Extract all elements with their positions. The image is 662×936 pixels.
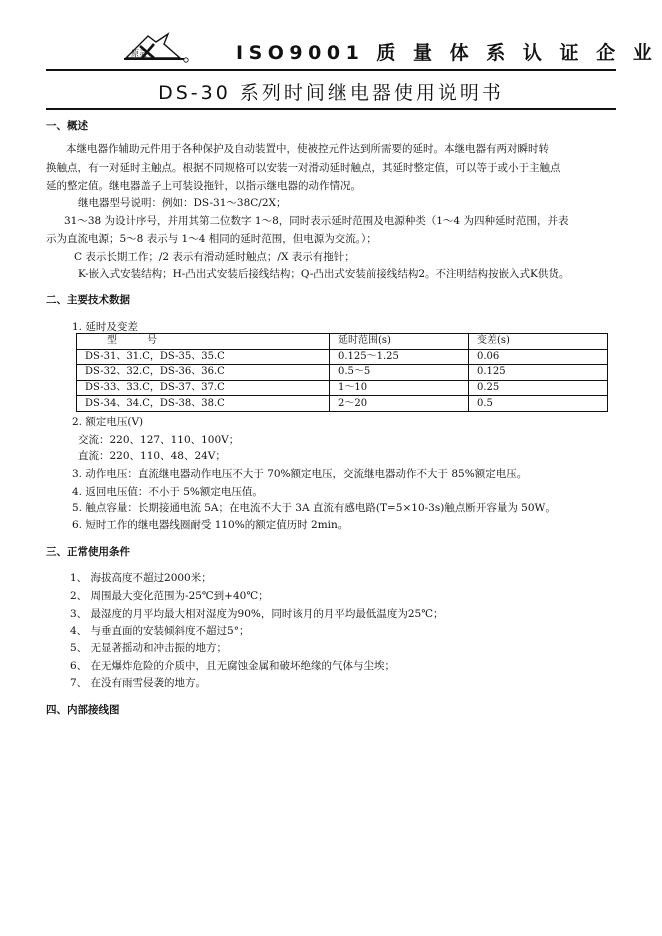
- condition-item: 1、 海拔高度不超过2000米；: [70, 572, 212, 584]
- overview-para1-line1: 本继电器作辅助元件用于各种保护及自动装置中，使被控元件达到所需要的延时。本继电器有两对瞬时转: [66, 143, 549, 155]
- tech-item2: 2. 额定电压(V): [72, 416, 144, 428]
- table-cell-variance: 0.5: [469, 396, 608, 412]
- tech-item1: 1. 延时及变差: [72, 321, 138, 333]
- conditions-heading: 三、正常使用条件: [46, 546, 130, 558]
- company-logo: [118, 32, 190, 66]
- table-cell-variance: 0.25: [469, 380, 608, 396]
- table-row: [77, 380, 608, 396]
- voltage-ac: 交流：220、127、110、100V；: [78, 434, 240, 446]
- table-cell-range: 1～10: [330, 380, 469, 396]
- doc-title: DS-30 系列时间继电器使用说明书: [158, 82, 504, 104]
- table-row: [77, 396, 608, 412]
- overview-para1-line3: 延的整定值。继电器盖子上可装设拖针，以指示继电器的动作情况。: [46, 180, 361, 192]
- tech-item4: 4. 返回电压值：不小于 5%额定电压值。: [72, 486, 263, 498]
- table-cell-range: 0.125～1.25: [330, 349, 469, 365]
- table-row: [77, 365, 608, 381]
- tech-item6: 6. 短时工作的继电器线圈耐受 110%的额定值历时 2min。: [72, 519, 349, 531]
- tech-item3: 3. 动作电压：直流继电器动作电压不大于 70%额定电压，交流继电器动作不大于 85%额定电压。: [72, 468, 528, 480]
- voltage-dc: 直流：220、110、48、24V；: [78, 450, 226, 462]
- wiring-heading: 四、内部接线图: [46, 704, 120, 716]
- header-rule: [46, 69, 616, 71]
- table-cell-model: DS-34、34.C，DS-38、38.C: [77, 396, 330, 412]
- model-line: 继电器型号说明：例如：DS-31～38C/2X；: [78, 197, 287, 209]
- condition-item: 3、 最湿度的月平均最大相对湿度为90%，同时该月的月平均最低温度为25℃；: [70, 608, 444, 620]
- logo-text: 原灵: [131, 49, 147, 58]
- table-row: [77, 349, 608, 365]
- table-header-row: [77, 334, 608, 350]
- table-header-variance: 变差(s): [469, 334, 608, 350]
- table-cell-model: DS-31、31.C，DS-35、35.C: [77, 349, 330, 365]
- tech-heading: 二、主要技术数据: [46, 294, 130, 306]
- table-cell-model: DS-33、33.C，DS-37、37.C: [77, 380, 330, 396]
- header-title: ISO9001 质 量 体 系 认 证 企 业: [236, 42, 658, 64]
- overview-para4: K-嵌入式安装结构；H-凸出式安装后接线结构；Q-凸出式安装前接线结构2。不注明结构按嵌入式K供货。: [78, 268, 570, 280]
- condition-item: 2、 周围最大变化范围为-25℃到+40℃；: [70, 590, 269, 602]
- table-cell-range: 0.5～5: [330, 365, 469, 381]
- table-cell-range: 2～20: [330, 396, 469, 412]
- title-rule: [46, 108, 616, 110]
- table-cell-variance: 0.06: [469, 349, 608, 365]
- table-header-model: 型 号: [77, 334, 330, 350]
- overview-para1-line2: 换触点，有一对延时主触点。根据不同规格可以安装一对滑动延时触点，其延时整定值，可以等于或小于主触点: [46, 162, 561, 174]
- table-cell-variance: 0.125: [469, 365, 608, 381]
- overview-para2-line1: 31～38 为设计序号，并用其第二位数字 1～8，同时表示延时范围及电源种类（1～4 为四种延时范围，并表: [64, 215, 569, 227]
- table-header-range: 延时范围(s): [330, 334, 469, 350]
- table-cell-model: DS-32、32.C，DS-36、36.C: [77, 365, 330, 381]
- delay-spec-table: [76, 333, 608, 412]
- condition-item: 7、 在没有雨雪侵袭的地方。: [70, 677, 207, 689]
- overview-para3: C 表示长期工作；/2 表示有滑动延时触点；/X 表示有拖针；: [74, 251, 355, 263]
- condition-item: 6、 在无爆炸危险的介质中，且无腐蚀金属和破坏绝缘的气体与尘埃；: [70, 660, 396, 672]
- overview-para2-line2: 示为直流电源；5～8 表示与 1～4 相同的延时范围，但电源为交流。）；: [46, 233, 377, 245]
- condition-item: 4、 与垂直面的安装倾斜度不超过5°；: [70, 625, 250, 637]
- tech-item5: 5. 触点容量：长期接通电流 5A；在电流不大于 3A 直流有感电路(T=5×10-3s)触点断开容量为 50W。: [72, 502, 556, 514]
- overview-heading: 一、概述: [46, 120, 88, 132]
- condition-item: 5、 无显著摇动和冲击振的地方；: [70, 642, 228, 654]
